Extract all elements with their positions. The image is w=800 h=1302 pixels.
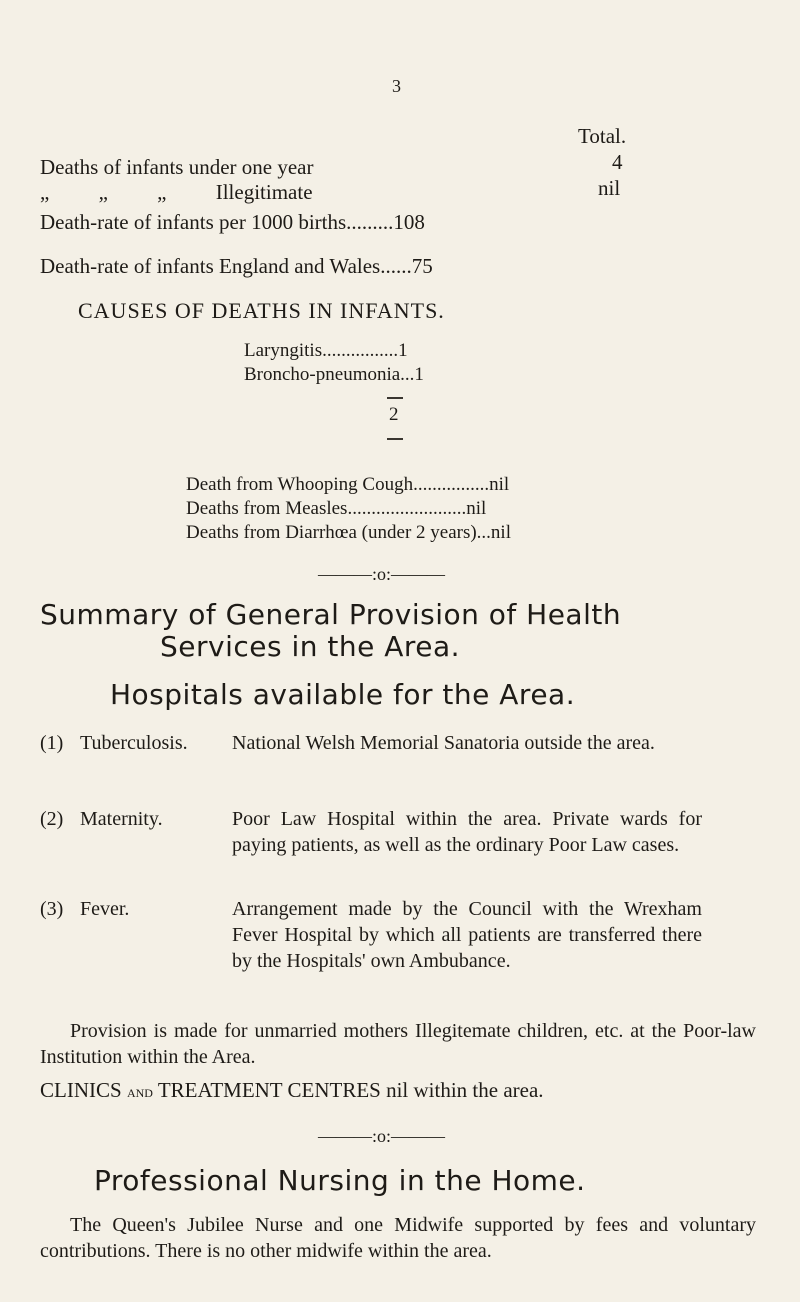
section-separator: ———:o:———: [318, 1126, 446, 1146]
unmarried-mothers-provision: Provision is made for unmarried mothers Illegitemate children, etc. at the Poor-law Institution within the Area.: [40, 1020, 756, 1068]
summary-heading-line1: Summary of General Provision of Health: [40, 598, 622, 631]
hospital-description: Arrangement made by the Council with the Wrexham Fever Hospital by which all patients are transferred there by the Hospitals' own Ambubance.: [232, 898, 702, 972]
total-rule-bottom: [387, 438, 403, 440]
clinics-and: and: [126, 1082, 153, 1101]
illegitimate-deaths-label: „ „ „ Illegitimate: [40, 180, 313, 204]
infant-deaths-value: 4: [612, 150, 623, 174]
clinics-line: [40, 1078, 544, 1103]
hospital-entry: [40, 806, 702, 886]
section-separator: ———:o:———: [318, 564, 446, 584]
hospital-description: Poor Law Hospital within the area. Private wards for paying patients, as well as the ordinary Poor Law cases.: [232, 808, 702, 856]
hospital-number: (3): [40, 898, 64, 920]
hospitals-heading: Hospitals available for the Area.: [110, 678, 576, 711]
hospital-description: National Welsh Memorial Sanatoria outside the area.: [232, 732, 655, 754]
hospital-entry: [40, 730, 680, 786]
hospital-entry: [40, 896, 702, 1006]
hospital-type: Fever.: [80, 898, 130, 920]
nursing-heading: Professional Nursing in the Home.: [94, 1164, 586, 1197]
infant-deaths-label: Deaths of infants under one year: [40, 155, 314, 179]
infant-death-rate: Death-rate of infants per 1000 births.........108: [40, 210, 425, 234]
measles-deaths: Deaths from Measles.........................nil: [186, 498, 487, 519]
hospital-type: Maternity.: [80, 808, 163, 830]
illegitimate-deaths-value: nil: [598, 176, 621, 200]
total-rule-top: [387, 397, 403, 399]
causes-heading: CAUSES OF DEATHS IN INFANTS.: [78, 298, 445, 323]
hospital-type: Tuberculosis.: [80, 732, 188, 754]
hospital-number: (1): [40, 732, 64, 754]
cause-item: Broncho-pneumonia...1: [244, 364, 424, 385]
total-column-header: Total.: [578, 124, 627, 148]
whooping-cough-deaths: Death from Whooping Cough................nil: [186, 474, 510, 495]
page-number: 3: [392, 76, 401, 96]
nursing-text: The Queen's Jubilee Nurse and one Midwife supported by fees and voluntary contributions. There is no other midwife within the area.: [40, 1214, 756, 1262]
clinics-word: CLINICS: [40, 1078, 122, 1102]
causes-total: 2: [389, 404, 399, 425]
summary-heading-line2: Services in the Area.: [160, 630, 461, 663]
hospital-number: (2): [40, 808, 64, 830]
cause-item: Laryngitis................1: [244, 340, 408, 361]
england-wales-rate: Death-rate of infants England and Wales......75: [40, 254, 433, 278]
diarrhoea-deaths: Deaths from Diarrhœa (under 2 years)...nil: [186, 522, 511, 543]
clinics-rest: TREATMENT CENTRES nil within the area.: [157, 1078, 544, 1102]
